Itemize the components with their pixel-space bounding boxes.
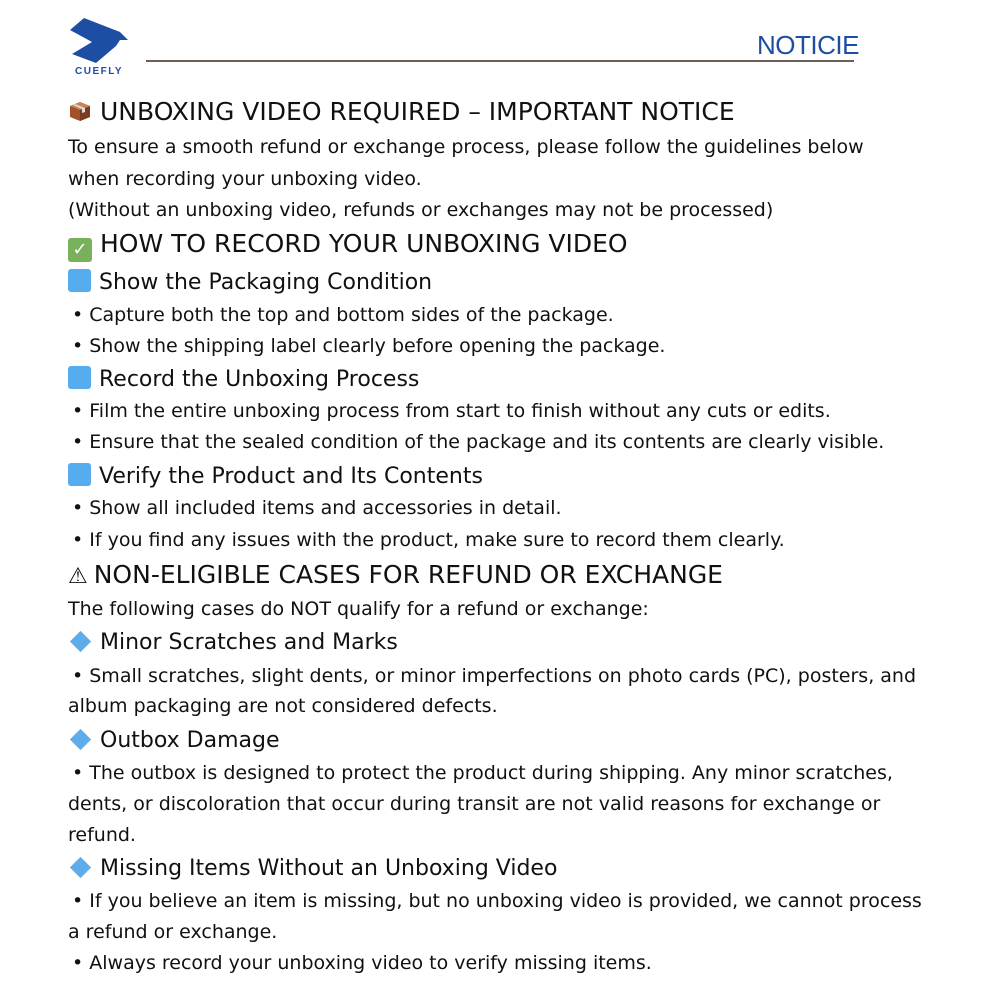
subsection-heading [68, 269, 432, 297]
line-text: when recording your unboxing video. [68, 168, 422, 190]
bullet-item [72, 494, 562, 522]
line-text: a refund or exchange. [68, 921, 278, 943]
section-heading [68, 98, 735, 126]
paragraph-line [68, 821, 136, 849]
line-text: dents, or discoloration that occur during transit are not valid reasons for exchange or [68, 793, 881, 815]
line-text: • Always record your unboxing video to verify missing items. [72, 952, 652, 974]
header-divider [146, 60, 854, 62]
paragraph-line [68, 133, 864, 161]
blue-square-icon [68, 269, 91, 292]
section-heading [68, 561, 723, 591]
bullet-item [72, 332, 665, 360]
line-text: Record the Unboxing Process [99, 367, 420, 392]
line-text: • If you believe an item is missing, but no unboxing video is provided, we cannot process [72, 890, 922, 912]
subsection-heading [68, 629, 398, 657]
line-text: Show the Packaging Condition [99, 270, 433, 295]
paragraph-line [68, 595, 649, 623]
blue-diamond-icon [70, 631, 91, 652]
bullet-item [72, 662, 916, 690]
line-text: (Without an unboxing video, refunds or exchanges may not be processed) [68, 199, 774, 221]
line-text: • Ensure that the sealed condition of the package and its contents are clearly visible. [72, 431, 885, 453]
line-text: The following cases do NOT qualify for a refund or exchange: [68, 598, 649, 620]
subsection-heading [68, 855, 557, 883]
brand-name: CUEFLY [75, 66, 124, 77]
bullet-item [72, 949, 652, 977]
bullet-item [72, 397, 831, 425]
line-text: album packaging are not considered defects. [68, 695, 498, 717]
paragraph-line [68, 692, 498, 720]
page-title: NOTICIE [757, 30, 859, 60]
line-text: • Show all included items and accessories in detail. [72, 497, 562, 519]
line-text: • Small scratches, slight dents, or minor imperfections on photo cards (PC), posters, and [72, 665, 917, 687]
line-text: • If you find any issues with the product, make sure to record them clearly. [72, 529, 785, 551]
blue-square-icon [68, 463, 91, 486]
line-text: HOW TO RECORD YOUR UNBOXING VIDEO [100, 229, 628, 258]
package-icon [68, 99, 92, 123]
subsection-heading [68, 463, 483, 491]
section-heading [68, 230, 628, 262]
line-text: • Capture both the top and bottom sides of the package. [72, 304, 614, 326]
paragraph-line [68, 918, 277, 946]
line-text: Minor Scratches and Marks [100, 630, 398, 655]
paragraph-line [68, 165, 422, 193]
bullet-item [72, 428, 884, 456]
bullet-item [72, 301, 614, 329]
subsection-heading [68, 366, 419, 394]
bullet-item [72, 759, 893, 787]
line-text: Verify the Product and Its Contents [99, 464, 483, 489]
line-text: Missing Items Without an Unboxing Video [100, 856, 558, 881]
checkmark-icon: ✓ [68, 238, 92, 262]
line-text: • The outbox is designed to protect the product during shipping. Any minor scratches, [72, 762, 893, 784]
line-text: UNBOXING VIDEO REQUIRED – IMPORTANT NOTICE [100, 97, 735, 126]
bullet-item [72, 887, 922, 915]
subsection-heading [68, 727, 279, 755]
line-text: refund. [68, 824, 136, 846]
cuefly-logo-icon [70, 18, 132, 63]
paragraph-line [68, 790, 880, 818]
blue-diamond-icon [70, 729, 91, 750]
line-text: To ensure a smooth refund or exchange process, please follow the guidelines below [68, 136, 864, 158]
blue-diamond-icon [70, 857, 91, 878]
line-text: • Show the shipping label clearly before opening the package. [72, 335, 666, 357]
line-text: Outbox Damage [100, 728, 280, 753]
line-text: • Film the entire unboxing process from start to finish without any cuts or edits. [72, 400, 831, 422]
warning-icon: ⚠ [68, 564, 88, 589]
blue-square-icon [68, 366, 91, 389]
line-text: NON-ELIGIBLE CASES FOR REFUND OR EXCHANGE [93, 560, 723, 589]
paragraph-line [68, 196, 773, 224]
bullet-item [72, 526, 785, 554]
